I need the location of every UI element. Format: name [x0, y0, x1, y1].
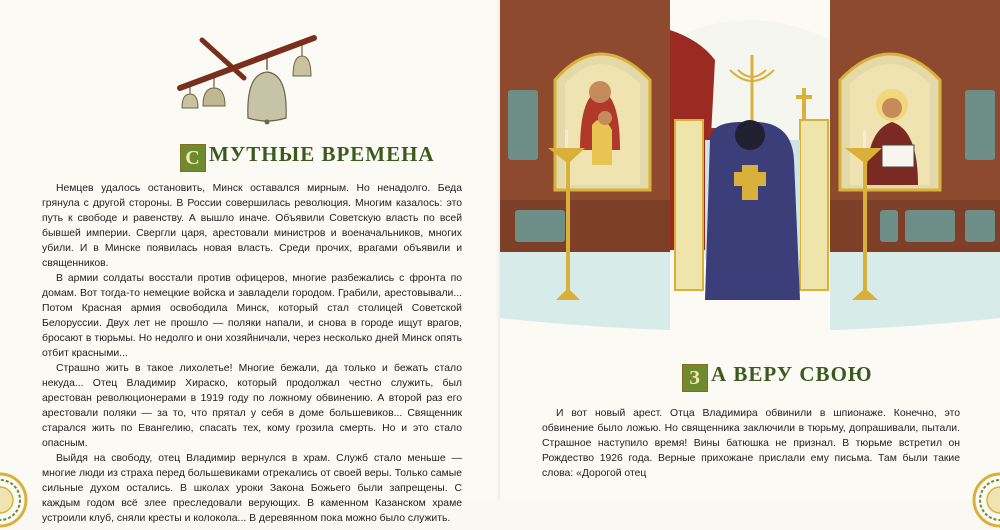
- paragraph: Немцев удалось остановить, Минск оставался мирным. Но ненадолго. Беда грянула с другой стороны. В России совершилась революция. Многим казалось: это путь к свободе и равенству. А вышло иначе. Объявили Советскую власть по всей бывшей империи. Свергли царя, арестовали министров и военачальников, многих убили. И в Минске появилась новая власть. Среди прочих, врагами объявили и священников.: [42, 183, 462, 269]
- heading-rest: А ВЕРУ СВОЮ: [711, 362, 873, 386]
- left-body-text: [42, 181, 462, 526]
- section-heading-for-the-faith: [682, 362, 873, 392]
- section-heading-troubled-times: [180, 142, 435, 172]
- ornament-corner-left: [0, 470, 30, 530]
- paragraph: Выйдя на свободу, отец Владимир вернулся в храм. Служб стало меньше — многие люди из страха перед большевиками отрекались от своей веры. Только самые сильные духом остались. В школах уроки Закона Божьего были запрещены. С каждым годом всё злее преследовали верующих. В каменном Казанском храме устроили клуб, сняли кресты и колокола... В деревянном пока можно было служить.: [42, 453, 462, 524]
- heading-rest: МУТНЫЕ ВРЕМЕНА: [209, 142, 435, 166]
- dropcap-letter: З: [682, 364, 708, 392]
- dropcap-letter: С: [180, 144, 206, 172]
- church-interior-illustration: [500, 0, 1000, 330]
- ornament-corner-right: [970, 470, 1000, 530]
- paragraph: В армии солдаты восстали против офицеров, многие разбежались с фронта по домам. Вот тогда-то немецкие войска и завладели городом. Грабили, арестовывали... Потом Красная армия освободила Минск, который стал столицей Советской Белоруссии. Двух лет не прошло — поляки напали, и снова в городе ищут врагов, бросают в тюрьмы. Но недолго и они хозяйничали, через несколько дней Минск опять отбит красными...: [42, 273, 462, 359]
- paragraph: И вот новый арест. Отца Владимира обвинили в шпионаже. Конечно, это обвинение было ложью. Но священника заключили в тюрьму, допрашивали, пытали. Страшное наступило время! Вины батюшка не признал. В тюрьме встретил он Рождество 1926 года. Верные прихожане прислали ему письма. Там были такие слова: «Дорогой отец: [542, 408, 960, 479]
- paragraph: Страшно жить в такое лихолетье! Многие бежали, да только и бежать стало некуда... Отец Владимир Хираско, который продолжал честно служить, был арестован революционерами в 1919 году по ложному обвинению. А второй раз его арестовали поляки — за то, что прятал у себя в доме большевиков... Священник старался жить по Евангелию, спасать тех, кому грозила смерть. Но и это стало опасным.: [42, 363, 462, 449]
- right-page: [500, 0, 1000, 500]
- left-page: [0, 0, 500, 524]
- bells-illustration: [172, 30, 322, 130]
- right-body-text: [542, 406, 960, 481]
